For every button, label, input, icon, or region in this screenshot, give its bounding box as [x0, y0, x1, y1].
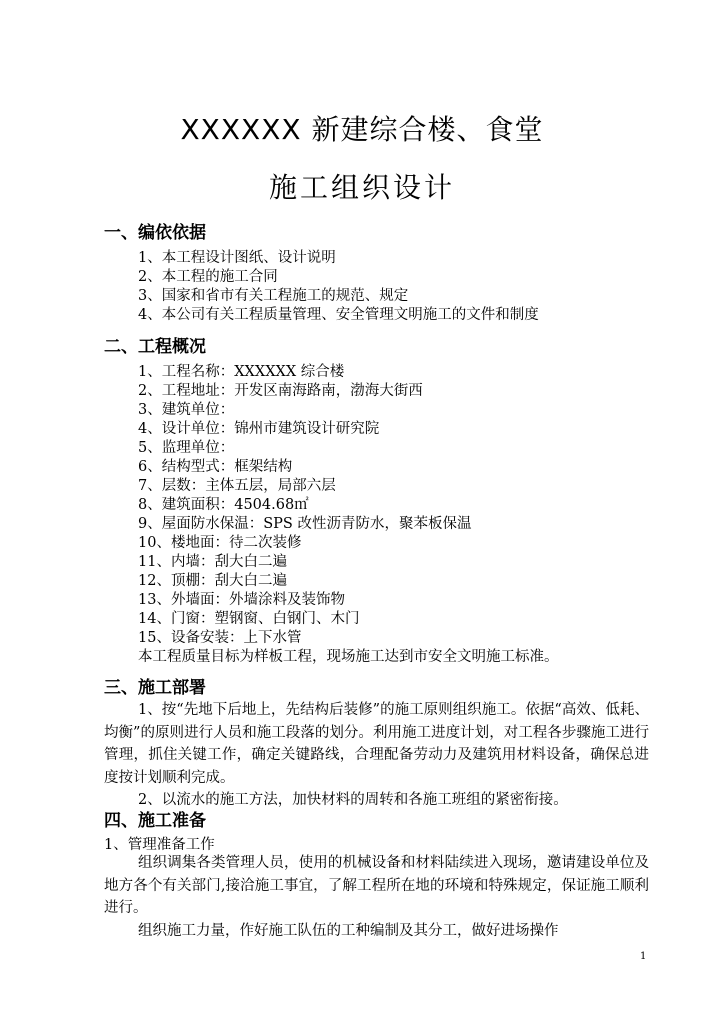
overview-item: 7、层数：主体五层，局部六层 [138, 478, 336, 494]
basis-item: 2、本工程的施工合同 [138, 269, 278, 285]
deployment-text [104, 699, 649, 812]
overview-item: 8、建筑面积：4504.68㎡ [138, 497, 309, 513]
overview-item: 2、工程地址：开发区南海路南，渤海大街西 [138, 383, 423, 399]
section-heading-preparation: 四、施工准备 [104, 811, 206, 831]
section-heading-overview: 二、工程概况 [104, 337, 206, 357]
overview-item: 12、顶棚：刮大白二遍 [138, 573, 287, 589]
overview-item: 14、门窗：塑钢窗、白钢门、木门 [138, 611, 360, 627]
preparation-paragraph: 组织施工力量，作好施工队伍的工种编制及其分工，做好进场操作 [138, 922, 559, 939]
overview-item: 6、结构型式：框架结构 [138, 459, 293, 475]
deployment-paragraph: 1、按“先地下后地上，先结构后装修”的施工原则组织施工。依据“高效、低耗、均衡”的原则进行人员和施工段落的划分。利用施工进度计划，对工程各步骤施工进行管理，抓住关键工作，确定关键路线，合理配备劳动力及建筑用材料设备，确保总进度按计划顺利完成。 [104, 702, 649, 786]
basis-item: 1、本工程设计图纸、设计说明 [138, 250, 336, 266]
quality-target: 本工程质量目标为样板工程，现场施工达到市安全文明施工标准。 [138, 649, 559, 665]
overview-item: 3、建筑单位： [138, 402, 235, 418]
page-number: 1 [640, 951, 647, 962]
section-heading-basis: 一、编依依据 [104, 223, 206, 243]
overview-item: 10、楼地面：待二次装修 [138, 535, 302, 551]
overview-item: 1、工程名称：XXXXXX 综合楼 [138, 364, 345, 380]
overview-item: 13、外墙面：外墙涂料及装饰物 [138, 592, 345, 608]
overview-item: 15、设备安装：上下水管 [138, 630, 302, 646]
overview-item: 5、监理单位： [138, 440, 235, 456]
deployment-paragraph: 2、以流水的施工方法，加快材料的周转和各施工班组的紧密衔接。 [138, 792, 568, 808]
section-heading-deployment: 三、施工部署 [104, 678, 206, 698]
basis-item: 3、国家和省市有关工程施工的规范、规定 [138, 288, 409, 304]
overview-item: 4、设计单位：锦州市建筑设计研究院 [138, 421, 380, 437]
overview-item: 11、内墙：刮大白二遍 [138, 554, 287, 570]
preparation-paragraph: 组织调集各类管理人员，使用的机械设备和材料陆续进入现场，邀请建设单位及地方各个有关部门,接洽施工事宜，了解工程所在地的环境和特殊规定，保证施工顺利进行。 [104, 855, 649, 916]
preparation-subheading: 1、管理准备工作 [104, 837, 215, 853]
overview-item: 9、屋面防水保温：SPS 改性沥青防水，聚苯板保温 [138, 516, 472, 532]
document-subtitle: 施工组织设计 [268, 171, 455, 204]
basis-item: 4、本公司有关工程质量管理、安全管理文明施工的文件和制度 [138, 307, 539, 323]
preparation-text [104, 852, 649, 942]
document-title: XXXXXX 新建综合楼、食堂 [180, 113, 544, 146]
